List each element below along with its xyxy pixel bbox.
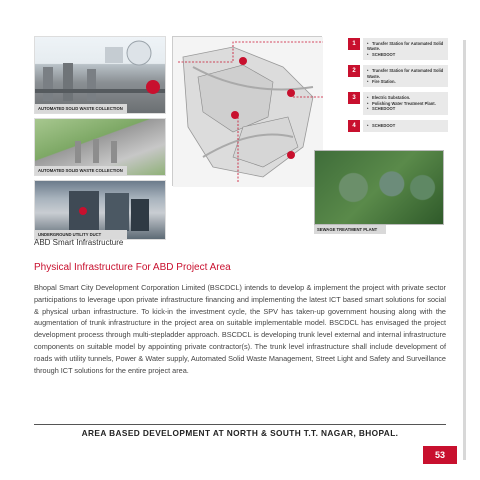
photo-column — [34, 36, 166, 240]
legend-text: • Polishing Water Treatment Plant. — [367, 101, 444, 106]
legend-text: • SCHEDOOT — [367, 52, 444, 57]
legend-text: • Fire Station. — [367, 79, 444, 84]
legend-number-badge: 2 — [348, 65, 360, 77]
legend-text: • SCHEDOOT — [367, 123, 444, 128]
site-plan-drawing — [173, 37, 323, 187]
section-heading: Physical Infrastructure For ABD Project Area — [34, 262, 231, 273]
caption-waste-collection-1: AUTOMATED SOLID WASTE COLLECTION — [35, 104, 127, 113]
legend-item-2 — [348, 65, 448, 87]
legend-item-3 — [348, 92, 448, 114]
photo-sewage-treatment-plant — [314, 150, 444, 225]
photo-waste-collection-diagram — [34, 36, 166, 114]
photo-waste-bins — [34, 118, 166, 176]
page-edge-decoration — [463, 40, 466, 460]
legend-text: • SCHEDOOT — [367, 106, 444, 111]
legend-item-1 — [348, 38, 448, 60]
footer-divider — [34, 424, 446, 425]
legend-number-badge: 3 — [348, 92, 360, 104]
figure-caption: ABD Smart Infrastructure — [34, 238, 124, 247]
legend-number-badge: 4 — [348, 120, 360, 132]
caption-waste-collection-2: AUTOMATED SOLID WASTE COLLECTION — [35, 166, 127, 175]
page-number-badge: 53 — [423, 446, 457, 464]
legend-text: • Transfer Station for Automated Solid Waste. — [367, 41, 444, 52]
legend-number-badge: 1 — [348, 38, 360, 50]
legend-text: • Electric Substation. — [367, 95, 444, 100]
body-paragraph: Bhopal Smart City Development Corporation Limited (BSCDCL) intends to develop & implement the project with private sector participations to leverage upon private infrastructure financing and implementing the latest ICT based smart solutions for social & physical urban infrastructure. To kick-in the investment cycle, the SPV has taken-up government housing along with the augmentation of trunk infrastructure in the project area on suitable implementable model. BSCDCL has envisaged the project development process through multi-stepladder approach. BSCDCL is developing trunk level external and internal infrastructure components on suitable model by appointing private contractor(s). The trunk level infrastructure shall include development of roads with utility tunnels, Power & Water supply, Automated Solid Waste Management, Street Light and Safety and Surveillance through ICT solutions for the entire project area. — [34, 283, 446, 375]
footer-title: AREA BASED DEVELOPMENT AT NORTH & SOUTH T.T. NAGAR, BHOPAL. — [81, 428, 399, 438]
caption-utility-duct: UNDERGROUND UTILITY DUCT — [35, 230, 127, 239]
legend-text: • Transfer Station for Automated Solid Waste. — [367, 68, 444, 79]
site-plan-map — [172, 36, 322, 186]
legend-item-4 — [348, 120, 448, 132]
photo-utility-duct — [34, 180, 166, 240]
caption-sewage-treatment-plant: SEWAGE TREATMENT PLANT — [314, 225, 386, 234]
map-legend — [348, 38, 448, 137]
waste-system-illustration — [35, 37, 166, 114]
